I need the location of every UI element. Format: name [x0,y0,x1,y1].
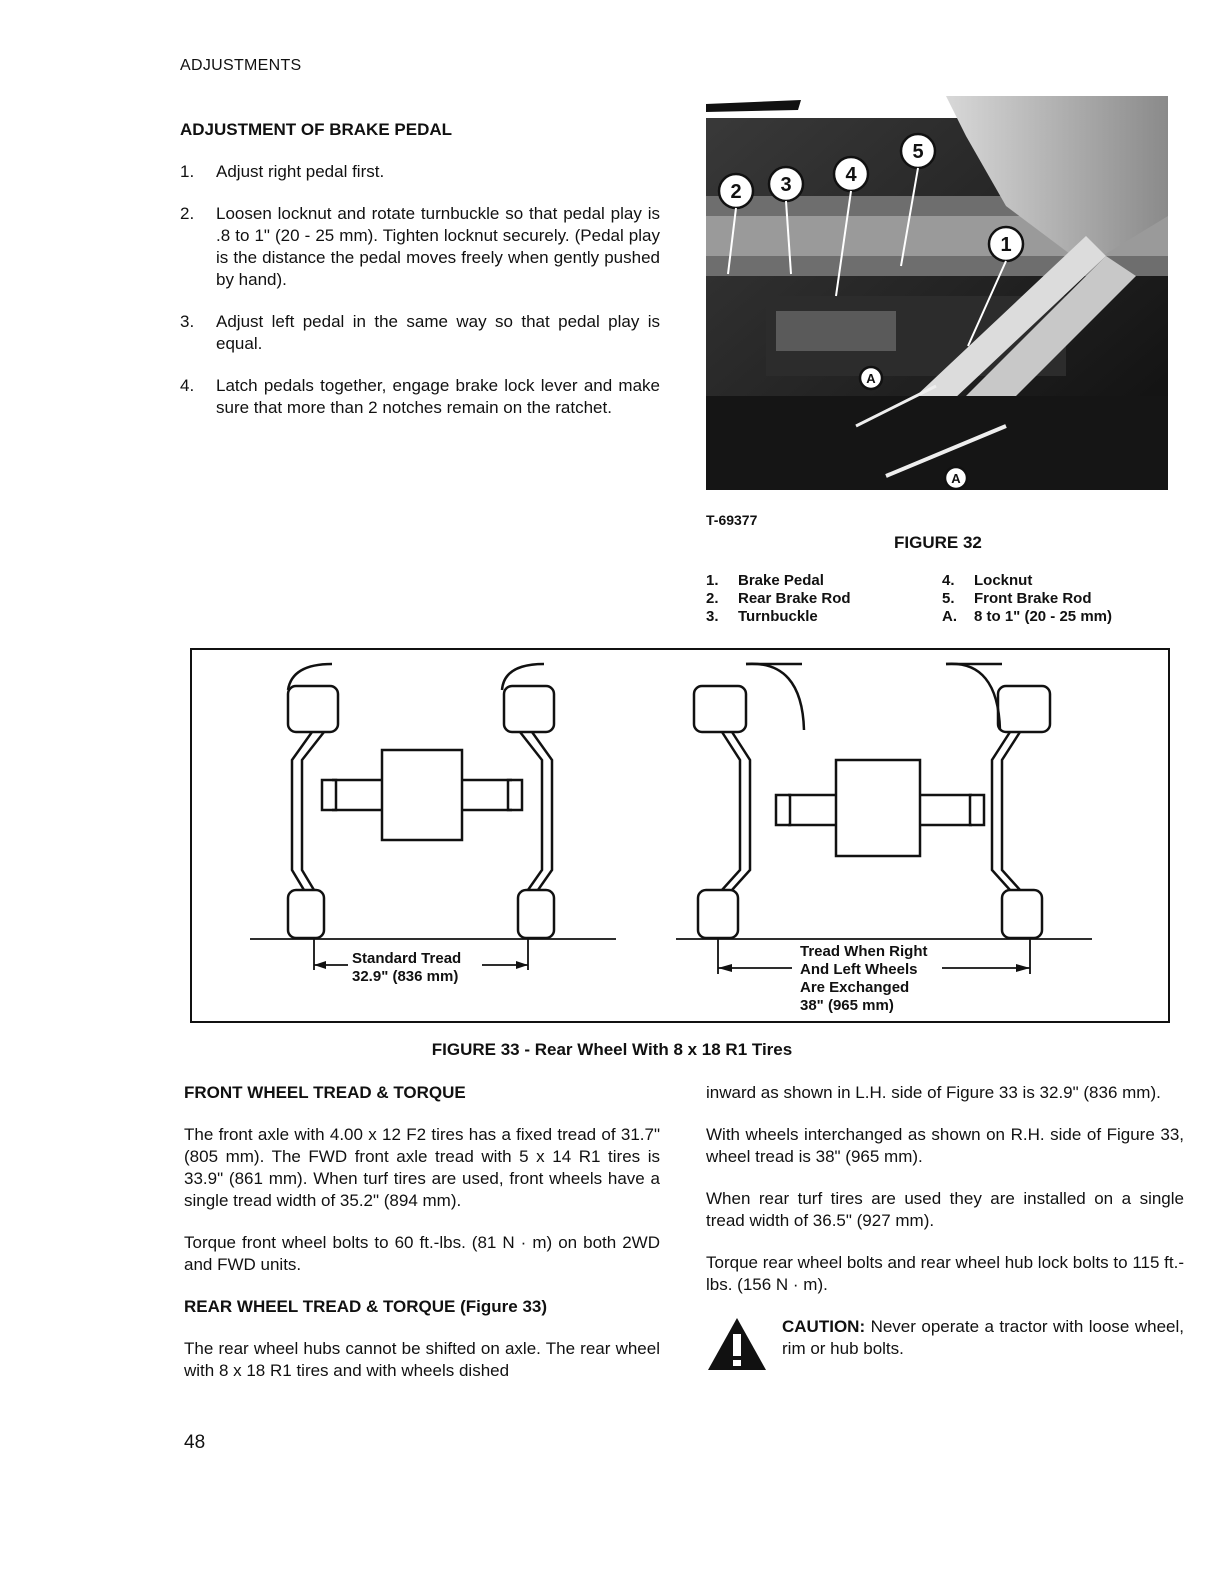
figure-32-legend-right [942,572,1172,626]
rear-wheel-tread-diagram [190,648,1170,1023]
standard-tread-line: Standard Tread [352,950,462,967]
step-number: 4. [180,376,195,395]
step-text: Latch pedals together, engage brake lock lever and make sure that more than 2 notches remain on the ratchet. [216,376,660,417]
brake-pedal-photo [706,96,1168,490]
step-number: 1. [180,162,195,181]
callout-a-lower: A [951,471,961,486]
legend-number: A. [942,608,957,625]
caution-message: Never operate a tractor with loose wheel, rim or hub bolts. [782,1317,1184,1358]
exchanged-tread-label [800,943,928,1015]
legend-item [706,608,926,626]
legend-text: Rear Brake Rod [738,590,851,607]
front-wheel-heading: FRONT WHEEL TREAD & TORQUE [184,1083,466,1102]
rear-wheel-paragraph-continued: inward as shown in L.H. side of Figure 33 is 32.9" (836 mm). [706,1083,1161,1102]
rear-wheel-paragraph: The rear wheel hubs cannot be shifted on axle. The rear wheel with 8 x 18 R1 tires and with wheels dished [184,1339,660,1380]
step-item [180,311,660,355]
legend-item [942,590,1172,608]
figure-32-title: FIGURE 32 [894,533,982,552]
legend-item [942,572,1172,590]
front-torque-paragraph: Torque front wheel bolts to 60 ft.-lbs. (81 N · m) on both 2WD and FWD units. [184,1233,660,1274]
standard-tread-value: 32.9" (836 mm) [352,968,459,985]
rear-torque-paragraph: Torque rear wheel bolts and rear wheel hub lock bolts to 115 ft.-lbs. (156 N · m). [706,1253,1184,1294]
brake-steps [180,161,660,439]
legend-text: Front Brake Rod [974,590,1092,607]
callout-1: 1 [1000,234,1012,256]
legend-text: 8 to 1" (20 - 25 mm) [974,608,1112,625]
front-wheel-paragraph: The front axle with 4.00 x 12 F2 tires has a fixed tread of 31.7" (805 mm). The FWD front axle tread with 5 x 14 R1 tires is 33.9" (861 mm). When turf tires are used, front wheels have a single tread width of 35.2" (894 mm). [184,1125,660,1210]
step-item [180,203,660,291]
caution-text [782,1316,1184,1360]
callout-5: 5 [912,141,924,163]
step-item [180,161,660,183]
exchanged-tread-line: Tread When Right [800,943,928,960]
callout-4: 4 [845,164,857,186]
caution-notice [706,1316,1184,1378]
callout-2: 2 [730,181,742,203]
callout-a-upper: A [866,371,876,386]
legend-number: 2. [706,590,719,607]
legend-text: Turnbuckle [738,608,818,625]
figure-32-legend-left [706,572,926,626]
page-number: 48 [184,1432,206,1453]
turf-tires-paragraph: When rear turf tires are used they are installed on a single tread width of 36.5" (927 mm). [706,1189,1184,1230]
caution-label: CAUTION: [782,1317,866,1336]
legend-item [706,590,926,608]
standard-tread-label [352,950,461,986]
legend-number: 5. [942,590,955,607]
exchanged-tread-line: And Left Wheels [800,961,918,978]
legend-number: 1. [706,572,719,589]
legend-item [942,608,1172,626]
left-column [184,1082,660,1402]
rear-wheel-heading: REAR WHEEL TREAD & TORQUE (Figure 33) [184,1297,548,1316]
legend-text: Brake Pedal [738,572,824,589]
exchanged-tread-value: 38" (965 mm) [800,997,894,1014]
section-label: ADJUSTMENTS [180,57,302,74]
legend-item [706,572,926,590]
brake-heading: ADJUSTMENT OF BRAKE PEDAL [180,120,453,139]
callout-3: 3 [780,174,792,196]
figure-33-caption: FIGURE 33 - Rear Wheel With 8 x 18 R1 Tires [431,1040,793,1059]
right-column [706,1082,1184,1378]
exchanged-tread-line: Are Exchanged [800,979,910,996]
step-text: Loosen locknut and rotate turnbuckle so that pedal play is .8 to 1" (20 - 25 mm). Tighten locknut securely. (Pedal play is the distance the pedal moves freely when gently pushed by hand). [216,204,660,289]
interchanged-paragraph: With wheels interchanged as shown on R.H. side of Figure 33, wheel tread is 38" (965 mm). [706,1125,1184,1166]
step-item [180,375,660,419]
legend-text: Locknut [974,572,1033,589]
step-number: 3. [180,312,195,331]
legend-number: 3. [706,608,719,625]
legend-number: 4. [942,572,955,589]
figure-code: T-69377 [706,512,758,528]
step-number: 2. [180,204,195,223]
step-text: Adjust left pedal in the same way so that pedal play is equal. [216,312,660,353]
step-text: Adjust right pedal first. [216,162,385,181]
warning-icon [706,1316,782,1378]
